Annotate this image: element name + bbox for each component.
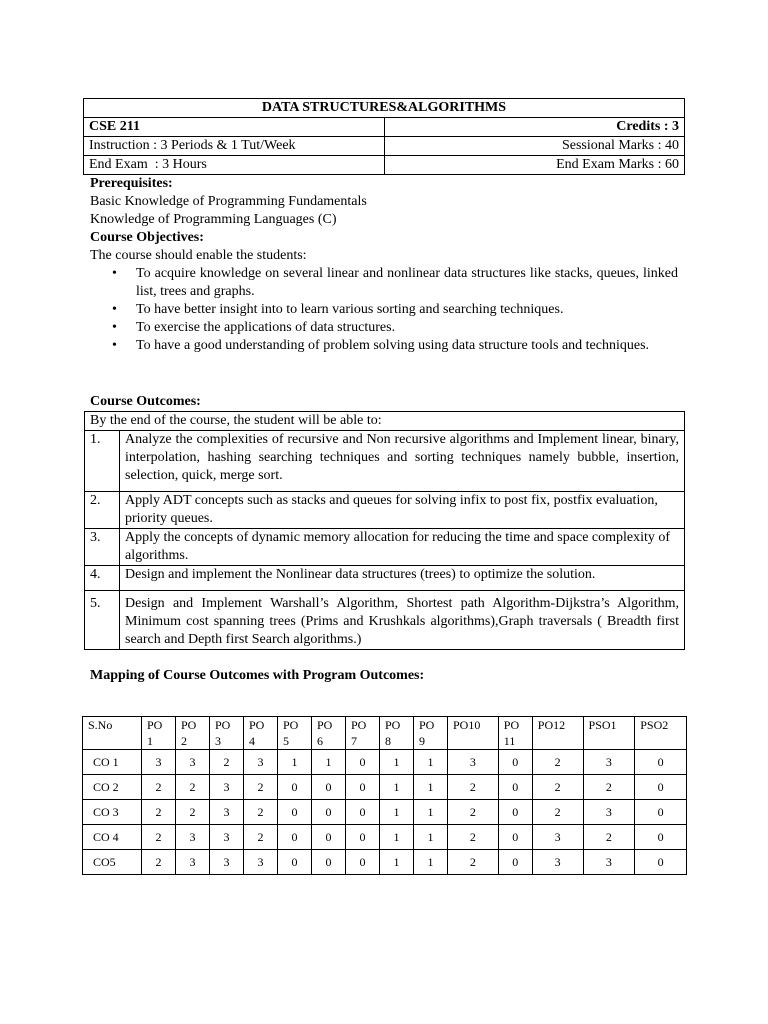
mapping-row xyxy=(83,775,687,800)
objective-text: To exercise the applications of data structures. xyxy=(136,320,396,335)
end-exam-marks: End Exam Marks : 60 xyxy=(385,156,685,175)
mapping-row-label: CO 2 xyxy=(83,775,142,800)
mapping-cell: 3 xyxy=(244,850,278,875)
objective-item xyxy=(112,319,678,337)
mapping-cell: 2 xyxy=(448,775,499,800)
outcome-number: 3. xyxy=(85,529,120,566)
outcome-row xyxy=(85,492,685,529)
mapping-cell: 1 xyxy=(312,750,346,775)
mapping-cell: 2 xyxy=(176,800,210,825)
mapping-cell: 3 xyxy=(176,750,210,775)
outcome-number: 2. xyxy=(85,492,120,529)
mapping-cell: 0 xyxy=(346,825,380,850)
instruction: Instruction : 3 Periods & 1 Tut/Week xyxy=(84,137,385,156)
mapping-cell: 0 xyxy=(312,850,346,875)
mapping-cell: 0 xyxy=(635,850,687,875)
outcomes-table xyxy=(84,411,685,650)
mapping-header-cell: PO 11 xyxy=(498,717,532,750)
mapping-cell: 3 xyxy=(210,775,244,800)
mapping-cell: 1 xyxy=(414,850,448,875)
mapping-cell: 0 xyxy=(498,850,532,875)
mapping-row-label: CO 3 xyxy=(83,800,142,825)
mapping-row-label: CO 4 xyxy=(83,825,142,850)
mapping-cell: 2 xyxy=(142,775,176,800)
sessional-marks: Sessional Marks : 40 xyxy=(385,137,685,156)
mapping-cell: 0 xyxy=(498,825,532,850)
mapping-heading: Mapping of Course Outcomes with Program Outcomes: xyxy=(90,668,425,683)
mapping-cell: 0 xyxy=(346,750,380,775)
mapping-cell: 0 xyxy=(498,800,532,825)
outcome-text: Analyze the complexities of recursive and Non recursive algorithms and Implement linear, binary, interpolation, hashing searching techniques and sorting techniques namely bubble, insertion, selection, quick, merge sort. xyxy=(120,431,685,492)
mapping-cell: 0 xyxy=(498,775,532,800)
mapping-header-cell: PO 3 xyxy=(210,717,244,750)
course-header-table xyxy=(83,98,685,175)
mapping-row-label: CO 1 xyxy=(83,750,142,775)
mapping-header-cell: PO 5 xyxy=(278,717,312,750)
mapping-header-sno: S.No xyxy=(83,717,142,750)
mapping-cell: 2 xyxy=(583,775,635,800)
mapping-cell: 2 xyxy=(142,825,176,850)
mapping-cell: 1 xyxy=(380,825,414,850)
outcome-row xyxy=(85,591,685,650)
mapping-cell: 0 xyxy=(278,825,312,850)
outcome-text: Apply ADT concepts such as stacks and queues for solving infix to post fix, postfix evaluation, priority queues. xyxy=(120,492,685,529)
mapping-cell: 0 xyxy=(635,800,687,825)
mapping-header-cell: PO10 xyxy=(448,717,499,750)
mapping-cell: 3 xyxy=(532,850,583,875)
mapping-header-cell: PO12 xyxy=(532,717,583,750)
bullet-icon: • xyxy=(112,338,117,353)
end-exam-duration: End Exam : 3 Hours xyxy=(84,156,385,175)
outcome-row xyxy=(85,566,685,591)
mapping-cell: 0 xyxy=(635,750,687,775)
mapping-header-cell: PSO1 xyxy=(583,717,635,750)
outcome-number: 1. xyxy=(85,431,120,492)
mapping-row xyxy=(83,800,687,825)
mapping-cell: 3 xyxy=(583,800,635,825)
objective-text: To have better insight into to learn various sorting and searching techniques. xyxy=(136,302,564,317)
mapping-cell: 0 xyxy=(346,775,380,800)
mapping-header-cell: PO 7 xyxy=(346,717,380,750)
objective-text: To acquire knowledge on several linear and nonlinear data structures like stacks, queues, linked list, trees and graphs. xyxy=(136,266,678,299)
mapping-cell: 1 xyxy=(414,825,448,850)
mapping-cell: 0 xyxy=(312,775,346,800)
mapping-row xyxy=(83,850,687,875)
outcomes-heading: Course Outcomes: xyxy=(90,394,201,409)
objective-item xyxy=(112,337,678,355)
outcome-text: Apply the concepts of dynamic memory allocation for reducing the time and space complexity of algorithms. xyxy=(120,529,685,566)
objective-item xyxy=(112,265,678,301)
mapping-header-cell: PO 4 xyxy=(244,717,278,750)
prerequisites-heading: Prerequisites: xyxy=(90,176,173,191)
mapping-cell: 0 xyxy=(635,775,687,800)
mapping-cell: 1 xyxy=(278,750,312,775)
mapping-cell: 3 xyxy=(448,750,499,775)
mapping-header-cell: PO 6 xyxy=(312,717,346,750)
mapping-cell: 1 xyxy=(414,775,448,800)
mapping-cell: 2 xyxy=(532,750,583,775)
prerequisite-item: Basic Knowledge of Programming Fundamentals xyxy=(90,194,367,209)
mapping-header-cell: PO 8 xyxy=(380,717,414,750)
mapping-cell: 2 xyxy=(448,800,499,825)
mapping-header-cell: PO 9 xyxy=(414,717,448,750)
mapping-row xyxy=(83,825,687,850)
mapping-cell: 0 xyxy=(498,750,532,775)
mapping-header-cell: PSO2 xyxy=(635,717,687,750)
mapping-cell: 2 xyxy=(583,825,635,850)
mapping-cell: 2 xyxy=(244,825,278,850)
course-code: CSE 211 xyxy=(84,118,385,137)
mapping-cell: 2 xyxy=(142,800,176,825)
mapping-cell: 1 xyxy=(380,750,414,775)
outcome-text: Design and implement the Nonlinear data structures (trees) to optimize the solution. xyxy=(120,566,685,591)
objective-text: To have a good understanding of problem solving using data structure tools and techniques. xyxy=(136,338,650,353)
mapping-cell: 0 xyxy=(312,800,346,825)
mapping-header-cell: PO 1 xyxy=(142,717,176,750)
mapping-cell: 2 xyxy=(448,825,499,850)
credits: Credits : 3 xyxy=(385,118,685,137)
mapping-cell: 2 xyxy=(532,775,583,800)
mapping-cell: 3 xyxy=(142,750,176,775)
outcome-row xyxy=(85,431,685,492)
mapping-cell: 0 xyxy=(635,825,687,850)
mapping-cell: 1 xyxy=(414,750,448,775)
mapping-cell: 2 xyxy=(244,775,278,800)
mapping-cell: 1 xyxy=(414,800,448,825)
mapping-header-cell: PO 2 xyxy=(176,717,210,750)
objectives-heading: Course Objectives: xyxy=(90,230,204,245)
mapping-row xyxy=(83,750,687,775)
objective-item xyxy=(112,301,678,319)
outcome-text: Design and Implement Warshall’s Algorithm, Shortest path Algorithm-Dijkstra’s Algorithm, Minimum cost spanning trees (Prims and Krushkals algorithms),Graph traversals ( Breadth first search and Depth first Search algorithms.) xyxy=(120,591,685,650)
mapping-cell: 3 xyxy=(210,850,244,875)
mapping-cell: 0 xyxy=(278,800,312,825)
mapping-cell: 0 xyxy=(346,800,380,825)
mapping-cell: 1 xyxy=(380,850,414,875)
mapping-cell: 1 xyxy=(380,800,414,825)
bullet-icon: • xyxy=(112,320,117,335)
mapping-cell: 3 xyxy=(176,850,210,875)
mapping-cell: 2 xyxy=(244,800,278,825)
mapping-cell: 1 xyxy=(380,775,414,800)
mapping-cell: 2 xyxy=(142,850,176,875)
prerequisite-item: Knowledge of Programming Languages (C) xyxy=(90,212,337,227)
objectives-list xyxy=(112,265,678,355)
outcome-row xyxy=(85,529,685,566)
mapping-cell: 2 xyxy=(448,850,499,875)
mapping-cell: 0 xyxy=(346,850,380,875)
mapping-cell: 0 xyxy=(312,825,346,850)
course-title: DATA STRUCTURES&ALGORITHMS xyxy=(84,99,685,118)
mapping-table xyxy=(82,716,687,875)
mapping-cell: 2 xyxy=(176,775,210,800)
bullet-icon: • xyxy=(112,302,117,317)
mapping-cell: 0 xyxy=(278,850,312,875)
mapping-cell: 3 xyxy=(532,825,583,850)
bullet-icon: • xyxy=(112,266,117,281)
outcomes-intro: By the end of the course, the student will be able to: xyxy=(85,412,685,431)
mapping-cell: 3 xyxy=(210,825,244,850)
outcome-number: 4. xyxy=(85,566,120,591)
mapping-header-row xyxy=(83,717,687,750)
mapping-cell: 3 xyxy=(176,825,210,850)
mapping-cell: 3 xyxy=(583,750,635,775)
mapping-cell: 0 xyxy=(278,775,312,800)
mapping-cell: 3 xyxy=(210,800,244,825)
mapping-cell: 2 xyxy=(532,800,583,825)
objectives-intro: The course should enable the students: xyxy=(90,248,307,263)
mapping-cell: 3 xyxy=(583,850,635,875)
mapping-cell: 2 xyxy=(210,750,244,775)
outcome-number: 5. xyxy=(85,591,120,650)
mapping-row-label: CO5 xyxy=(83,850,142,875)
mapping-cell: 3 xyxy=(244,750,278,775)
